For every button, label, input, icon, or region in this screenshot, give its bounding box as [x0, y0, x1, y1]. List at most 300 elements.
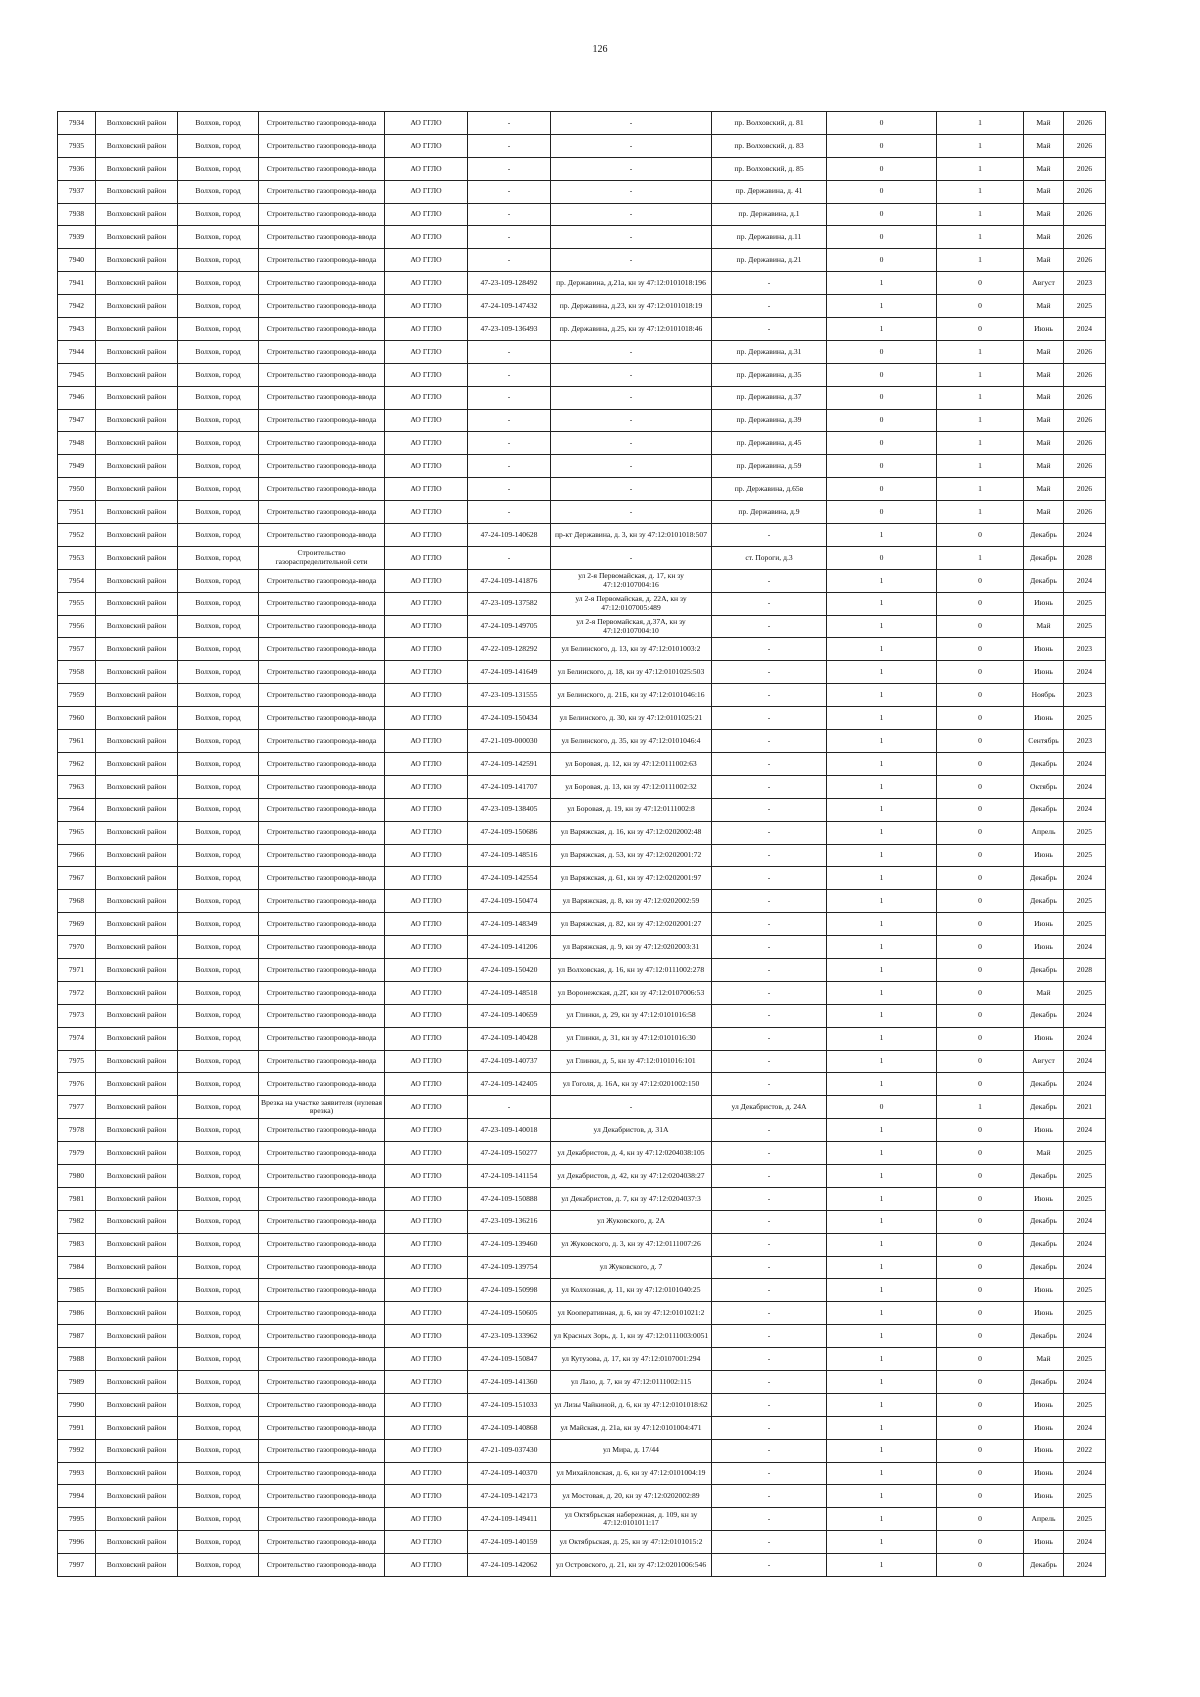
- district-cell: Волховский район: [96, 821, 178, 844]
- organization-cell: АО ГГЛО: [385, 867, 468, 890]
- application-number-cell: 47-24-109-142405: [468, 1073, 551, 1096]
- table-row: [58, 1302, 1106, 1325]
- object-address-cell: -: [712, 730, 827, 753]
- count-b-cell: 0: [937, 1508, 1024, 1531]
- applicant-address-cell: ул Волховская, д. 16, кн зу 47:12:0111002:278: [551, 958, 712, 981]
- organization-cell: АО ГГЛО: [385, 913, 468, 936]
- organization-cell: АО ГГЛО: [385, 1210, 468, 1233]
- month-cell: Август: [1024, 1050, 1064, 1073]
- work-type-cell: Строительство газопровода-ввода: [259, 684, 385, 707]
- row-number-cell: 7936: [58, 157, 96, 180]
- applicant-address-cell: ул Боровая, д. 13, кн зу 47:12:0111002:32: [551, 775, 712, 798]
- row-number-cell: 7997: [58, 1554, 96, 1577]
- application-number-cell: 47-24-109-142062: [468, 1554, 551, 1577]
- organization-cell: АО ГГЛО: [385, 730, 468, 753]
- work-type-cell: Строительство газопровода-ввода: [259, 501, 385, 524]
- table-row: [58, 501, 1106, 524]
- organization-cell: АО ГГЛО: [385, 1348, 468, 1371]
- year-cell: 2024: [1064, 1256, 1106, 1279]
- applicant-address-cell: ул 2-я Первомайская, д.37А, кн зу 47:12:0107004:10: [551, 615, 712, 638]
- month-cell: Май: [1024, 1142, 1064, 1165]
- year-cell: 2026: [1064, 112, 1106, 135]
- count-a-cell: 0: [827, 180, 937, 203]
- row-number-cell: 7974: [58, 1027, 96, 1050]
- organization-cell: АО ГГЛО: [385, 775, 468, 798]
- organization-cell: АО ГГЛО: [385, 409, 468, 432]
- count-b-cell: 0: [937, 730, 1024, 753]
- object-address-cell: -: [712, 1531, 827, 1554]
- settlement-cell: Волхов, город: [178, 592, 259, 615]
- row-number-cell: 7986: [58, 1302, 96, 1325]
- settlement-cell: Волхов, город: [178, 112, 259, 135]
- work-type-cell: Строительство газопровода-ввода: [259, 340, 385, 363]
- table-row: [58, 363, 1106, 386]
- district-cell: Волховский район: [96, 592, 178, 615]
- district-cell: Волховский район: [96, 844, 178, 867]
- row-number-cell: 7952: [58, 524, 96, 547]
- district-cell: Волховский район: [96, 890, 178, 913]
- row-number-cell: 7934: [58, 112, 96, 135]
- count-a-cell: 1: [827, 707, 937, 730]
- district-cell: Волховский район: [96, 1485, 178, 1508]
- count-a-cell: 1: [827, 1302, 937, 1325]
- month-cell: Июнь: [1024, 1439, 1064, 1462]
- year-cell: 2025: [1064, 615, 1106, 638]
- organization-cell: АО ГГЛО: [385, 1119, 468, 1142]
- month-cell: Май: [1024, 226, 1064, 249]
- work-type-cell: Строительство газопровода-ввода: [259, 752, 385, 775]
- settlement-cell: Волхов, город: [178, 1279, 259, 1302]
- object-address-cell: ул Декабристов, д. 24А: [712, 1096, 827, 1119]
- row-number-cell: 7984: [58, 1256, 96, 1279]
- table-row: [58, 157, 1106, 180]
- settlement-cell: Волхов, город: [178, 455, 259, 478]
- count-a-cell: 1: [827, 958, 937, 981]
- count-a-cell: 0: [827, 112, 937, 135]
- settlement-cell: Волхов, город: [178, 409, 259, 432]
- settlement-cell: Волхов, город: [178, 752, 259, 775]
- table-row: [58, 661, 1106, 684]
- count-b-cell: 0: [937, 1302, 1024, 1325]
- year-cell: 2026: [1064, 501, 1106, 524]
- month-cell: Июнь: [1024, 1302, 1064, 1325]
- district-cell: Волховский район: [96, 524, 178, 547]
- count-a-cell: 1: [827, 1004, 937, 1027]
- row-number-cell: 7994: [58, 1485, 96, 1508]
- count-a-cell: 1: [827, 1508, 937, 1531]
- application-number-cell: 47-24-109-150434: [468, 707, 551, 730]
- object-address-cell: -: [712, 958, 827, 981]
- count-a-cell: 1: [827, 1164, 937, 1187]
- table-row: [58, 1210, 1106, 1233]
- settlement-cell: Волхов, город: [178, 958, 259, 981]
- application-number-cell: 47-24-109-148349: [468, 913, 551, 936]
- applicant-address-cell: -: [551, 432, 712, 455]
- application-number-cell: -: [468, 203, 551, 226]
- application-number-cell: 47-24-109-141649: [468, 661, 551, 684]
- count-a-cell: 1: [827, 890, 937, 913]
- year-cell: 2024: [1064, 569, 1106, 592]
- work-type-cell: Строительство газопровода-ввода: [259, 1142, 385, 1165]
- organization-cell: АО ГГЛО: [385, 180, 468, 203]
- applicant-address-cell: -: [551, 134, 712, 157]
- count-b-cell: 1: [937, 386, 1024, 409]
- organization-cell: АО ГГЛО: [385, 272, 468, 295]
- settlement-cell: Волхов, город: [178, 1187, 259, 1210]
- settlement-cell: Волхов, город: [178, 249, 259, 272]
- month-cell: Декабрь: [1024, 1096, 1064, 1119]
- table-row: [58, 958, 1106, 981]
- year-cell: 2024: [1064, 1233, 1106, 1256]
- table-row: [58, 1027, 1106, 1050]
- district-cell: Волховский район: [96, 386, 178, 409]
- work-type-cell: Строительство газопровода-ввода: [259, 295, 385, 318]
- applicant-address-cell: ул Красных Зорь, д. 1, кн зу 47:12:0111003:0051: [551, 1325, 712, 1348]
- district-cell: Волховский район: [96, 569, 178, 592]
- object-address-cell: пр. Державина, д.39: [712, 409, 827, 432]
- count-a-cell: 0: [827, 249, 937, 272]
- applicant-address-cell: ул Колхозная, д. 11, кн зу 47:12:0101040:25: [551, 1279, 712, 1302]
- row-number-cell: 7944: [58, 340, 96, 363]
- settlement-cell: Волхов, город: [178, 318, 259, 341]
- application-number-cell: -: [468, 409, 551, 432]
- count-a-cell: 1: [827, 592, 937, 615]
- year-cell: 2024: [1064, 1416, 1106, 1439]
- organization-cell: АО ГГЛО: [385, 1004, 468, 1027]
- application-number-cell: 47-23-109-128492: [468, 272, 551, 295]
- applicant-address-cell: ул 2-я Первомайская, д. 17, кн зу 47:12:0107004:16: [551, 569, 712, 592]
- application-number-cell: 47-21-109-037430: [468, 1439, 551, 1462]
- applicant-address-cell: ул Декабристов, д. 31А: [551, 1119, 712, 1142]
- object-address-cell: -: [712, 1416, 827, 1439]
- object-address-cell: -: [712, 1348, 827, 1371]
- table-row: [58, 134, 1106, 157]
- work-type-cell: Строительство газопровода-ввода: [259, 592, 385, 615]
- table-row: [58, 684, 1106, 707]
- count-a-cell: 0: [827, 363, 937, 386]
- year-cell: 2025: [1064, 890, 1106, 913]
- district-cell: Волховский район: [96, 272, 178, 295]
- work-type-cell: Строительство газораспределительной сети: [259, 546, 385, 569]
- count-a-cell: 0: [827, 455, 937, 478]
- work-type-cell: Строительство газопровода-ввода: [259, 1554, 385, 1577]
- applicant-address-cell: -: [551, 546, 712, 569]
- work-type-cell: Строительство газопровода-ввода: [259, 272, 385, 295]
- year-cell: 2025: [1064, 707, 1106, 730]
- month-cell: Декабрь: [1024, 958, 1064, 981]
- district-cell: Волховский район: [96, 798, 178, 821]
- year-cell: 2024: [1064, 1370, 1106, 1393]
- applicant-address-cell: ул Белинского, д. 21Б, кн зу 47:12:0101046:16: [551, 684, 712, 707]
- year-cell: 2024: [1064, 318, 1106, 341]
- year-cell: 2025: [1064, 592, 1106, 615]
- row-number-cell: 7950: [58, 478, 96, 501]
- year-cell: 2024: [1064, 867, 1106, 890]
- organization-cell: АО ГГЛО: [385, 1096, 468, 1119]
- table-row: [58, 981, 1106, 1004]
- month-cell: Декабрь: [1024, 546, 1064, 569]
- application-number-cell: 47-23-109-131555: [468, 684, 551, 707]
- organization-cell: АО ГГЛО: [385, 707, 468, 730]
- count-b-cell: 0: [937, 592, 1024, 615]
- row-number-cell: 7972: [58, 981, 96, 1004]
- applicant-address-cell: -: [551, 340, 712, 363]
- count-a-cell: 0: [827, 134, 937, 157]
- settlement-cell: Волхов, город: [178, 1096, 259, 1119]
- district-cell: Волховский район: [96, 134, 178, 157]
- count-a-cell: 1: [827, 1142, 937, 1165]
- table-row: [58, 272, 1106, 295]
- work-type-cell: Строительство газопровода-ввода: [259, 1393, 385, 1416]
- object-address-cell: пр. Волховский, д. 81: [712, 112, 827, 135]
- application-number-cell: 47-24-109-150998: [468, 1279, 551, 1302]
- settlement-cell: Волхов, город: [178, 775, 259, 798]
- object-address-cell: -: [712, 1210, 827, 1233]
- object-address-cell: -: [712, 638, 827, 661]
- organization-cell: АО ГГЛО: [385, 798, 468, 821]
- district-cell: Волховский район: [96, 409, 178, 432]
- row-number-cell: 7937: [58, 180, 96, 203]
- row-number-cell: 7960: [58, 707, 96, 730]
- settlement-cell: Волхов, город: [178, 134, 259, 157]
- applicant-address-cell: ул Декабристов, д. 4, кн зу 47:12:0204038:105: [551, 1142, 712, 1165]
- row-number-cell: 7967: [58, 867, 96, 890]
- month-cell: Июнь: [1024, 661, 1064, 684]
- organization-cell: АО ГГЛО: [385, 661, 468, 684]
- count-a-cell: 1: [827, 1348, 937, 1371]
- work-type-cell: Строительство газопровода-ввода: [259, 1256, 385, 1279]
- applicant-address-cell: ул Воронежская, д.2Г, кн зу 47:12:0107006:53: [551, 981, 712, 1004]
- organization-cell: АО ГГЛО: [385, 1554, 468, 1577]
- object-address-cell: -: [712, 844, 827, 867]
- settlement-cell: Волхов, город: [178, 1325, 259, 1348]
- applicant-address-cell: ул Глинки, д. 31, кн зу 47:12:0101016:30: [551, 1027, 712, 1050]
- count-b-cell: 0: [937, 775, 1024, 798]
- count-b-cell: 0: [937, 1370, 1024, 1393]
- row-number-cell: 7940: [58, 249, 96, 272]
- count-b-cell: 0: [937, 1393, 1024, 1416]
- count-a-cell: 0: [827, 340, 937, 363]
- object-address-cell: -: [712, 752, 827, 775]
- row-number-cell: 7966: [58, 844, 96, 867]
- organization-cell: АО ГГЛО: [385, 1187, 468, 1210]
- application-number-cell: -: [468, 1096, 551, 1119]
- table-row: [58, 615, 1106, 638]
- work-type-cell: Строительство газопровода-ввода: [259, 958, 385, 981]
- settlement-cell: Волхов, город: [178, 684, 259, 707]
- row-number-cell: 7947: [58, 409, 96, 432]
- work-type-cell: Строительство газопровода-ввода: [259, 1348, 385, 1371]
- table-row: [58, 478, 1106, 501]
- applicant-address-cell: ул Боровая, д. 19, кн зу 47:12:0111002:8: [551, 798, 712, 821]
- count-b-cell: 0: [937, 1416, 1024, 1439]
- year-cell: 2028: [1064, 958, 1106, 981]
- month-cell: Декабрь: [1024, 1256, 1064, 1279]
- district-cell: Волховский район: [96, 981, 178, 1004]
- table-row: [58, 340, 1106, 363]
- organization-cell: АО ГГЛО: [385, 936, 468, 959]
- settlement-cell: Волхов, город: [178, 981, 259, 1004]
- count-a-cell: 0: [827, 546, 937, 569]
- count-a-cell: 1: [827, 844, 937, 867]
- table-row: [58, 752, 1106, 775]
- work-type-cell: Строительство газопровода-ввода: [259, 775, 385, 798]
- count-b-cell: 1: [937, 203, 1024, 226]
- district-cell: Волховский район: [96, 1508, 178, 1531]
- year-cell: 2025: [1064, 821, 1106, 844]
- table-row: [58, 1256, 1106, 1279]
- month-cell: Май: [1024, 478, 1064, 501]
- count-b-cell: 0: [937, 1554, 1024, 1577]
- work-type-cell: Строительство газопровода-ввода: [259, 1027, 385, 1050]
- work-type-cell: Строительство газопровода-ввода: [259, 615, 385, 638]
- settlement-cell: Волхов, город: [178, 1210, 259, 1233]
- month-cell: Декабрь: [1024, 1325, 1064, 1348]
- object-address-cell: -: [712, 1187, 827, 1210]
- year-cell: 2024: [1064, 775, 1106, 798]
- organization-cell: АО ГГЛО: [385, 478, 468, 501]
- organization-cell: АО ГГЛО: [385, 455, 468, 478]
- month-cell: Декабрь: [1024, 1073, 1064, 1096]
- applicant-address-cell: -: [551, 180, 712, 203]
- count-b-cell: 0: [937, 684, 1024, 707]
- application-number-cell: 47-23-109-140018: [468, 1119, 551, 1142]
- month-cell: Июнь: [1024, 1393, 1064, 1416]
- organization-cell: АО ГГЛО: [385, 386, 468, 409]
- count-b-cell: 1: [937, 501, 1024, 524]
- count-b-cell: 0: [937, 1279, 1024, 1302]
- district-cell: Волховский район: [96, 1462, 178, 1485]
- applicant-address-cell: ул Декабристов, д. 42, кн зу 47:12:0204038:27: [551, 1164, 712, 1187]
- count-a-cell: 1: [827, 1325, 937, 1348]
- application-number-cell: 47-21-109-000030: [468, 730, 551, 753]
- month-cell: Июнь: [1024, 936, 1064, 959]
- work-type-cell: Строительство газопровода-ввода: [259, 203, 385, 226]
- applicant-address-cell: ул Жуковского, д. 3, кн зу 47:12:0111007:26: [551, 1233, 712, 1256]
- count-b-cell: 0: [937, 1439, 1024, 1462]
- table-row: [58, 867, 1106, 890]
- work-type-cell: Строительство газопровода-ввода: [259, 478, 385, 501]
- year-cell: 2024: [1064, 798, 1106, 821]
- settlement-cell: Волхов, город: [178, 730, 259, 753]
- district-cell: Волховский район: [96, 752, 178, 775]
- year-cell: 2022: [1064, 1439, 1106, 1462]
- object-address-cell: пр. Державина, д.31: [712, 340, 827, 363]
- district-cell: Волховский район: [96, 661, 178, 684]
- table-row: [58, 1233, 1106, 1256]
- year-cell: 2024: [1064, 661, 1106, 684]
- settlement-cell: Волхов, город: [178, 226, 259, 249]
- month-cell: Июнь: [1024, 592, 1064, 615]
- application-number-cell: -: [468, 501, 551, 524]
- object-address-cell: -: [712, 592, 827, 615]
- settlement-cell: Волхов, город: [178, 821, 259, 844]
- count-b-cell: 0: [937, 318, 1024, 341]
- year-cell: 2026: [1064, 409, 1106, 432]
- table-row: [58, 1050, 1106, 1073]
- organization-cell: АО ГГЛО: [385, 844, 468, 867]
- settlement-cell: Волхов, город: [178, 157, 259, 180]
- count-b-cell: 1: [937, 455, 1024, 478]
- settlement-cell: Волхов, город: [178, 707, 259, 730]
- applicant-address-cell: ул Варяжская, д. 16, кн зу 47:12:0202002:48: [551, 821, 712, 844]
- count-a-cell: 1: [827, 913, 937, 936]
- settlement-cell: Волхов, город: [178, 1004, 259, 1027]
- organization-cell: АО ГГЛО: [385, 615, 468, 638]
- month-cell: Август: [1024, 272, 1064, 295]
- table-row: [58, 409, 1106, 432]
- application-number-cell: 47-24-109-150847: [468, 1348, 551, 1371]
- work-type-cell: Строительство газопровода-ввода: [259, 1325, 385, 1348]
- month-cell: Ноябрь: [1024, 684, 1064, 707]
- district-cell: Волховский район: [96, 1142, 178, 1165]
- district-cell: Волховский район: [96, 432, 178, 455]
- applicant-address-cell: ул Белинского, д. 13, кн зу 47:12:0101003:2: [551, 638, 712, 661]
- organization-cell: АО ГГЛО: [385, 1325, 468, 1348]
- organization-cell: АО ГГЛО: [385, 157, 468, 180]
- settlement-cell: Волхов, город: [178, 1164, 259, 1187]
- year-cell: 2025: [1064, 295, 1106, 318]
- year-cell: 2024: [1064, 1210, 1106, 1233]
- table-row: [58, 1096, 1106, 1119]
- month-cell: Июнь: [1024, 707, 1064, 730]
- count-a-cell: 1: [827, 295, 937, 318]
- settlement-cell: Волхов, город: [178, 363, 259, 386]
- work-type-cell: Строительство газопровода-ввода: [259, 157, 385, 180]
- applicant-address-cell: пр-кт Державина, д. 3, кн зу 47:12:0101018:507: [551, 524, 712, 547]
- settlement-cell: Волхов, город: [178, 661, 259, 684]
- row-number-cell: 7969: [58, 913, 96, 936]
- month-cell: Июнь: [1024, 1027, 1064, 1050]
- organization-cell: АО ГГЛО: [385, 1370, 468, 1393]
- object-address-cell: -: [712, 318, 827, 341]
- settlement-cell: Волхов, город: [178, 569, 259, 592]
- applicant-address-cell: -: [551, 386, 712, 409]
- object-address-cell: -: [712, 1554, 827, 1577]
- application-number-cell: 47-24-109-141876: [468, 569, 551, 592]
- month-cell: Май: [1024, 180, 1064, 203]
- organization-cell: АО ГГЛО: [385, 432, 468, 455]
- application-number-cell: 47-23-109-133962: [468, 1325, 551, 1348]
- work-type-cell: Строительство газопровода-ввода: [259, 1187, 385, 1210]
- year-cell: 2024: [1064, 1462, 1106, 1485]
- applicant-address-cell: ул Кутузова, д. 17, кн зу 47:12:0107001:294: [551, 1348, 712, 1371]
- work-type-cell: Строительство газопровода-ввода: [259, 455, 385, 478]
- settlement-cell: Волхов, город: [178, 1256, 259, 1279]
- district-cell: Волховский район: [96, 684, 178, 707]
- year-cell: 2026: [1064, 134, 1106, 157]
- work-type-cell: Строительство газопровода-ввода: [259, 569, 385, 592]
- applicant-address-cell: ул Островского, д. 21, кн зу 47:12:0201006:546: [551, 1554, 712, 1577]
- count-b-cell: 1: [937, 409, 1024, 432]
- settlement-cell: Волхов, город: [178, 1439, 259, 1462]
- year-cell: 2026: [1064, 249, 1106, 272]
- count-b-cell: 0: [937, 1142, 1024, 1165]
- count-b-cell: 0: [937, 821, 1024, 844]
- settlement-cell: Волхов, город: [178, 180, 259, 203]
- organization-cell: АО ГГЛО: [385, 295, 468, 318]
- year-cell: 2024: [1064, 936, 1106, 959]
- count-b-cell: 0: [937, 1027, 1024, 1050]
- work-type-cell: Строительство газопровода-ввода: [259, 1416, 385, 1439]
- count-b-cell: 0: [937, 1348, 1024, 1371]
- year-cell: 2024: [1064, 1554, 1106, 1577]
- object-address-cell: -: [712, 661, 827, 684]
- count-b-cell: 0: [937, 752, 1024, 775]
- application-number-cell: 47-24-109-142591: [468, 752, 551, 775]
- object-address-cell: пр. Державина, д.21: [712, 249, 827, 272]
- count-b-cell: 0: [937, 1256, 1024, 1279]
